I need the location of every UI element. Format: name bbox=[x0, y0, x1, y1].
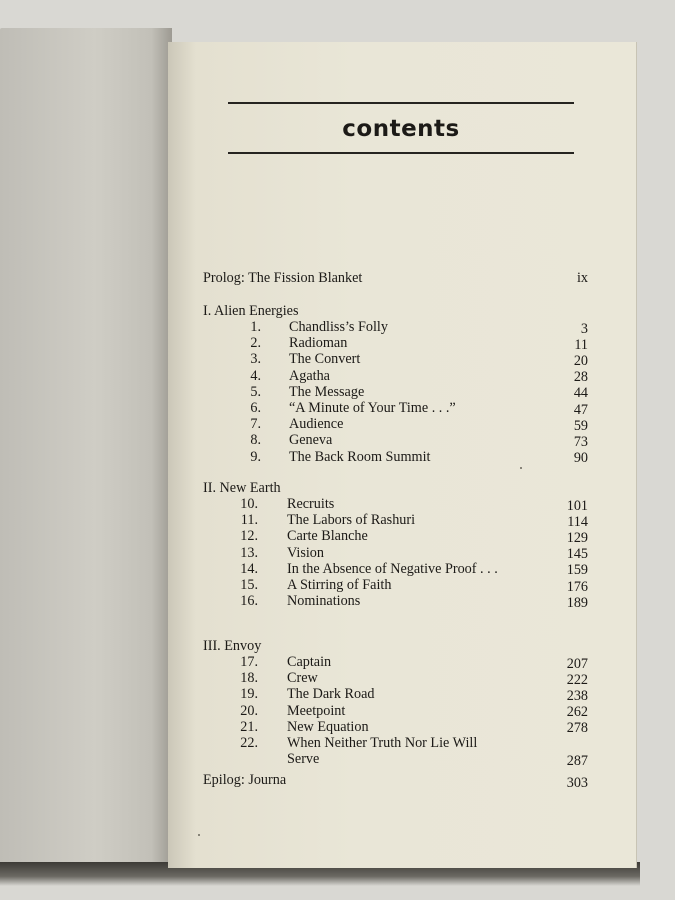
chapter-number: 20. bbox=[240, 702, 258, 719]
chapter-page: 278 bbox=[566, 720, 588, 737]
chapter-title: Nominations bbox=[287, 593, 361, 610]
chapter-number: 6. bbox=[250, 400, 261, 416]
chapter-title: When Neither Truth Nor Lie Will bbox=[287, 735, 478, 751]
chapter-page: 287 bbox=[566, 752, 588, 769]
chapter-number: 15. bbox=[240, 577, 258, 593]
chapter-title: New Equation bbox=[287, 718, 369, 735]
chapter-number: 17. bbox=[240, 654, 258, 670]
chapter-page: 20 bbox=[573, 352, 588, 369]
chapter-title: In the Absence of Negative Proof . . . bbox=[287, 560, 498, 577]
chapter-page: 189 bbox=[566, 594, 588, 611]
paper-speck bbox=[520, 467, 522, 469]
right-page bbox=[168, 42, 637, 868]
chapter-number: 22. bbox=[240, 735, 258, 751]
chapter-number: 13. bbox=[240, 544, 258, 561]
chapter-page: 73 bbox=[573, 433, 588, 450]
chapter-number: 4. bbox=[250, 367, 261, 384]
chapter-page: 47 bbox=[573, 401, 588, 418]
chapter-title-continued: Serve bbox=[287, 751, 320, 768]
chapter-number: 3. bbox=[250, 351, 261, 368]
chapter-number: 12. bbox=[240, 528, 258, 545]
chapter-page: 159 bbox=[566, 562, 588, 579]
chapter-page: 59 bbox=[573, 417, 588, 434]
chapter-title: “A Minute of Your Time . . .” bbox=[289, 400, 456, 416]
chapter-page: 207 bbox=[566, 655, 588, 672]
chapter-number: 1. bbox=[250, 319, 261, 335]
chapter-title: Radioman bbox=[289, 335, 348, 352]
chapter-title: The Message bbox=[289, 383, 365, 400]
chapter-page: 176 bbox=[566, 578, 588, 595]
chapter-title: Carte Blanche bbox=[287, 528, 368, 545]
chapter-title: Agatha bbox=[289, 367, 330, 384]
chapter-title: The Labors of Rashuri bbox=[287, 512, 416, 529]
chapter-title: The Dark Road bbox=[287, 686, 375, 703]
epilog-page: 303 bbox=[566, 775, 588, 791]
chapter-page: 3 bbox=[580, 320, 588, 337]
chapter-number: 14. bbox=[240, 560, 258, 577]
chapter-number: 18. bbox=[240, 670, 258, 687]
chapter-page: 114 bbox=[567, 513, 588, 530]
chapter-page: 222 bbox=[566, 671, 588, 688]
chapter-page: 28 bbox=[573, 369, 588, 386]
chapter-title: Crew bbox=[287, 670, 318, 687]
chapter-page: 129 bbox=[566, 529, 588, 546]
part-title: I. Alien Energies bbox=[203, 303, 299, 319]
left-page bbox=[0, 28, 172, 868]
chapter-number: 11. bbox=[240, 512, 258, 529]
chapter-number: 5. bbox=[250, 383, 261, 400]
chapter-title: Geneva bbox=[289, 432, 333, 449]
page-title: contents bbox=[342, 116, 460, 142]
chapter-number: 8. bbox=[250, 432, 261, 449]
chapter-page: 262 bbox=[566, 704, 588, 721]
chapter-page: 44 bbox=[573, 385, 588, 402]
chapter-title: Vision bbox=[287, 544, 324, 561]
chapter-title: Audience bbox=[289, 416, 344, 433]
chapter-number: 19. bbox=[240, 686, 258, 703]
chapter-title: A Stirring of Faith bbox=[287, 577, 392, 593]
chapter-title: Meetpoint bbox=[287, 702, 346, 719]
paper-speck bbox=[198, 834, 200, 836]
chapter-title: Captain bbox=[287, 654, 332, 670]
chapter-page: 101 bbox=[566, 497, 588, 514]
chapter-number: 16. bbox=[240, 593, 258, 610]
table-of-contents bbox=[168, 42, 636, 868]
epilog-title: Epilog: Journa bbox=[203, 772, 287, 788]
chapter-number: 9. bbox=[250, 448, 261, 465]
chapter-title: The Back Room Summit bbox=[289, 448, 431, 465]
chapter-number: 21. bbox=[240, 718, 258, 735]
chapter-number: 10. bbox=[240, 496, 258, 512]
chapter-page: 145 bbox=[566, 546, 588, 563]
prolog-title: Prolog: The Fission Blanket bbox=[203, 270, 363, 286]
prolog-page: ix bbox=[576, 270, 588, 286]
chapter-number: 2. bbox=[250, 335, 261, 352]
part-title: III. Envoy bbox=[203, 638, 262, 654]
chapter-number: 7. bbox=[250, 416, 261, 433]
part-title: II. New Earth bbox=[203, 480, 281, 496]
chapter-title: The Convert bbox=[289, 351, 361, 368]
chapter-page: 90 bbox=[573, 450, 588, 467]
chapter-title: Recruits bbox=[287, 496, 335, 512]
chapter-title: Chandliss’s Folly bbox=[289, 319, 388, 335]
chapter-page: 238 bbox=[566, 687, 588, 704]
chapter-page: 11 bbox=[574, 336, 588, 353]
